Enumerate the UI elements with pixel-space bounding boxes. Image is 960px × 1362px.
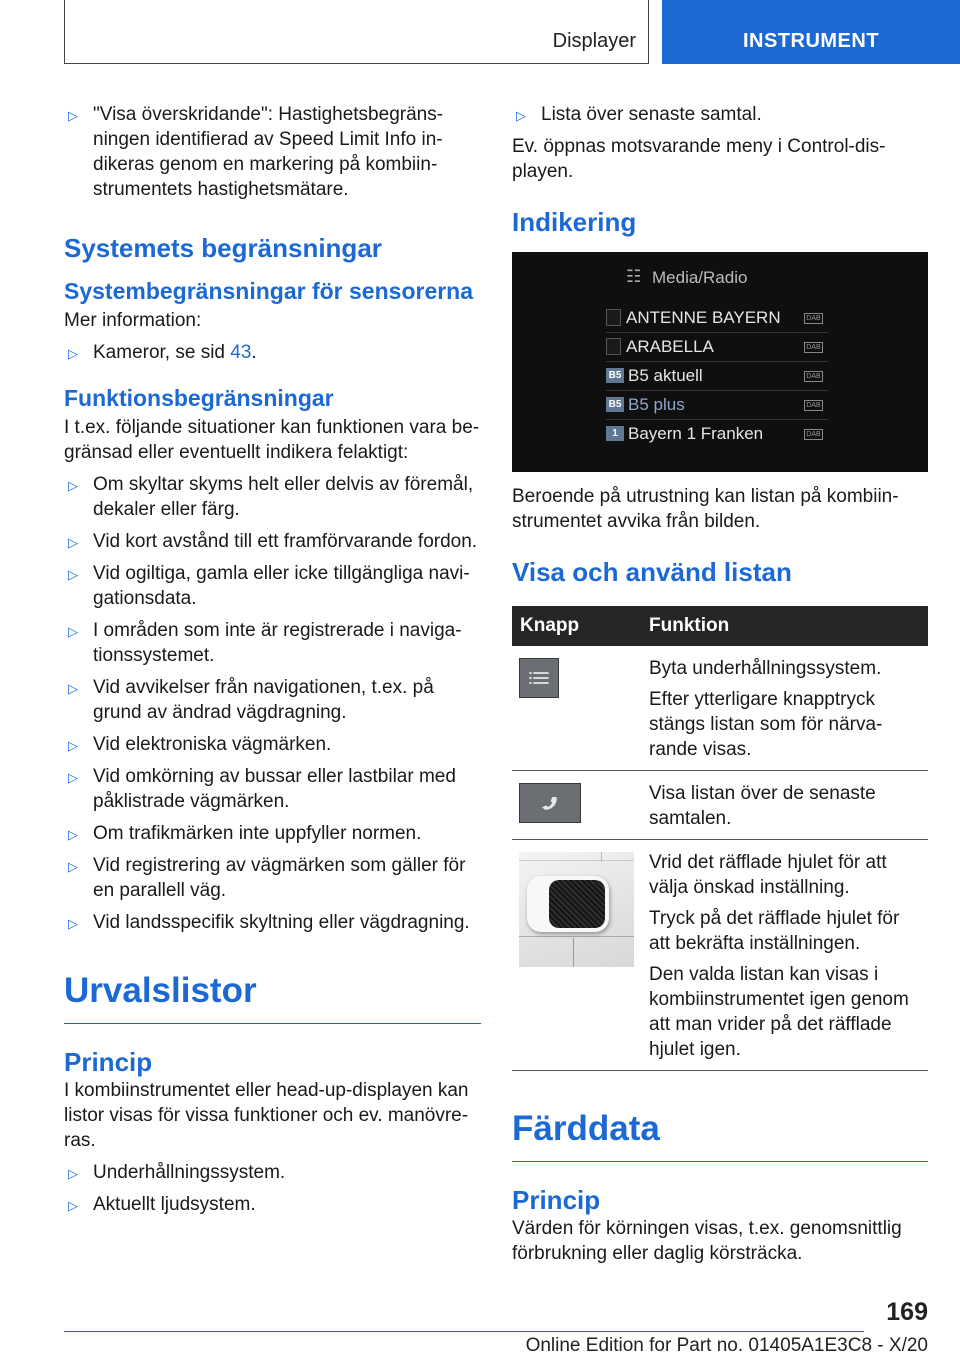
list-item: ▷ Vid elektroniska vägmärken. <box>64 732 481 757</box>
station-logo-icon: B5 <box>606 368 624 383</box>
triangle-bullet-icon: ▷ <box>68 567 78 582</box>
list-item: ▷ Underhållningssystem. <box>64 1160 481 1185</box>
dab-icon: DAB <box>804 371 823 382</box>
station-row: B5 B5 plus <box>606 393 838 417</box>
heading-selection-lists: Urvalslistor <box>64 971 481 1024</box>
dab-icon: DAB <box>804 400 823 411</box>
triangle-bullet-icon: ▷ <box>68 827 78 842</box>
triangle-bullet-icon: ▷ <box>516 108 526 123</box>
triangle-bullet-icon: ▷ <box>68 108 78 123</box>
heading-principle: Princip <box>64 1047 153 1077</box>
heading-show-use-list: Visa och använd listan <box>512 557 792 587</box>
dab-icon: DAB <box>804 342 823 353</box>
function-text: Visa listan över de senaste samtalen. <box>649 783 876 829</box>
station-checkbox <box>606 338 621 355</box>
list-item: ▷ Vid registrering av vägmärken som gäller för en parallell väg. <box>68 855 466 901</box>
heading-system-limits: Systemets begränsningar <box>64 233 382 263</box>
row-divider <box>606 361 828 362</box>
section-title: Displayer <box>552 30 636 52</box>
triangle-bullet-icon: ▷ <box>68 1166 78 1181</box>
table-row <box>512 646 928 771</box>
list-item: ▷ Om skyltar skyms helt eller delvis av föremål, dekaler eller färg. <box>68 474 474 520</box>
row-divider <box>606 419 828 420</box>
list-item: ▷ Vid omkörning av bussar eller lastbilar med påklistrade vägmärken. <box>68 766 456 812</box>
page-number: 169 <box>886 1298 928 1326</box>
column-header-key: Knapp <box>512 606 641 646</box>
indication-text: Beroende på utrustning kan listan på kombiinstrumentet avvika från bilden. <box>512 486 899 532</box>
list-menu-button-icon[interactable] <box>519 658 559 698</box>
function-intro-text: I t.ex. följande situationer kan funktionen vara begränsad eller eventuellt indikera felaktigt: <box>64 417 480 463</box>
heading-trip-data: Färddata <box>512 1109 928 1162</box>
triangle-bullet-icon: ▷ <box>68 346 78 361</box>
triangle-bullet-icon: ▷ <box>68 859 78 874</box>
station-logo-icon: B5 <box>606 397 624 412</box>
column-header-function: Funktion <box>641 606 928 646</box>
triangle-bullet-icon: ▷ <box>68 770 78 785</box>
station-row: 1 Bayern 1 Franken <box>606 422 838 446</box>
right-column <box>512 100 928 1266</box>
function-text: Efter ytterligare knapptryck stängs listan som för närvarande visas. <box>649 689 883 760</box>
list-item: ▷ Vid landsspecifik skyltning eller vägdragning. <box>64 910 481 935</box>
list-item: ▷ Vid ogiltiga, gamla eller icke tillgängliga navigationsdata. <box>68 563 470 609</box>
media-title: Media/Radio <box>652 268 748 287</box>
dab-icon: DAB <box>804 429 823 440</box>
list-item: ▷ Vid avvikelser från navigationen, t.ex. på grund av ändrad vägdragning. <box>68 677 434 723</box>
triangle-bullet-icon: ▷ <box>68 681 78 696</box>
function-text: Den valda listan kan visas i kombiinstrumentet igen genom att man vrider på det räfflade hjulet igen. <box>649 964 909 1060</box>
triangle-bullet-icon: ▷ <box>68 624 78 639</box>
more-info-text: Mer information: <box>64 310 202 331</box>
list-item: ▷ I områden som inte är registrerade i navigationssystemet. <box>68 620 462 666</box>
open-menu-text: Ev. öppnas motsvarande meny i Control-displayen. <box>512 136 886 182</box>
phone-button-icon[interactable] <box>519 783 581 823</box>
knurled-wheel-photo <box>519 852 634 967</box>
row-divider <box>606 332 828 333</box>
button-function-table <box>512 606 928 1071</box>
media-radio-screenshot <box>512 252 928 472</box>
list-item: ▷ Aktuellt ljudsystem. <box>64 1192 481 1217</box>
principle-text: I kombiinstrumentet eller head-up-displayen kan listor visas för vissa funktioner och ev. manövreras. <box>64 1080 469 1151</box>
function-limits-list <box>64 472 481 935</box>
list-item: ▷ "Visa överskridande": Hastighetsbegränsningen identifierad av Speed Limit Info indikeras genom en markering på kombiinstrumentets hastighetsmätare. <box>68 104 444 200</box>
function-text: Byta underhållningssystem. <box>649 658 882 679</box>
table-header-row <box>512 606 928 646</box>
function-text: Vrid det räfflade hjulet för att välja önskad inställning. <box>649 852 887 898</box>
list-item: ▷ Kameror, se sid 43. <box>64 340 481 365</box>
trip-text: Värden för körningen visas, t.ex. genomsnittlig förbrukning eller daglig körsträcka. <box>512 1218 902 1264</box>
station-checkbox <box>606 309 621 326</box>
edition-text: Online Edition for Part no. 01405A1E3C8 - X/20 <box>525 1335 928 1356</box>
triangle-bullet-icon: ▷ <box>68 738 78 753</box>
page-link[interactable]: 43 <box>230 342 252 363</box>
list-item: ▷ Om trafikmärken inte uppfyller normen. <box>64 821 481 846</box>
triangle-bullet-icon: ▷ <box>68 1198 78 1213</box>
station-row: ARABELLA <box>606 335 838 359</box>
triangle-bullet-icon: ▷ <box>68 478 78 493</box>
list-item: ▷ Lista över senaste samtal. <box>512 102 928 127</box>
list-item: ▷ Vid kort avstånd till ett framförvarande fordon. <box>64 529 481 554</box>
station-logo-icon: 1 <box>606 426 624 441</box>
heading-sensor-limits: Systembegränsningar för sensorerna <box>64 278 474 304</box>
row-divider <box>606 390 828 391</box>
station-row: B5 B5 aktuell <box>606 364 838 388</box>
station-row: ANTENNE BAYERN <box>606 306 838 330</box>
radio-icon: ☷ <box>626 267 642 286</box>
page-header <box>0 0 960 66</box>
section-tab[interactable] <box>64 0 649 64</box>
table-row <box>512 840 928 1071</box>
footer-divider <box>64 1331 864 1332</box>
heading-indication: Indikering <box>512 207 637 237</box>
triangle-bullet-icon: ▷ <box>68 535 78 550</box>
function-text: Tryck på det räfflade hjulet för att bekräfta inställningen. <box>649 908 900 954</box>
chapter-tab[interactable]: INSTRUMENT <box>662 0 960 64</box>
heading-principle: Princip <box>512 1185 601 1215</box>
knurled-wheel-icon <box>549 880 605 928</box>
table-row <box>512 771 928 840</box>
left-column <box>64 100 481 1217</box>
triangle-bullet-icon: ▷ <box>68 916 78 931</box>
heading-function-limits: Funktionsbegränsningar <box>64 385 334 411</box>
dab-icon: DAB <box>804 313 823 324</box>
